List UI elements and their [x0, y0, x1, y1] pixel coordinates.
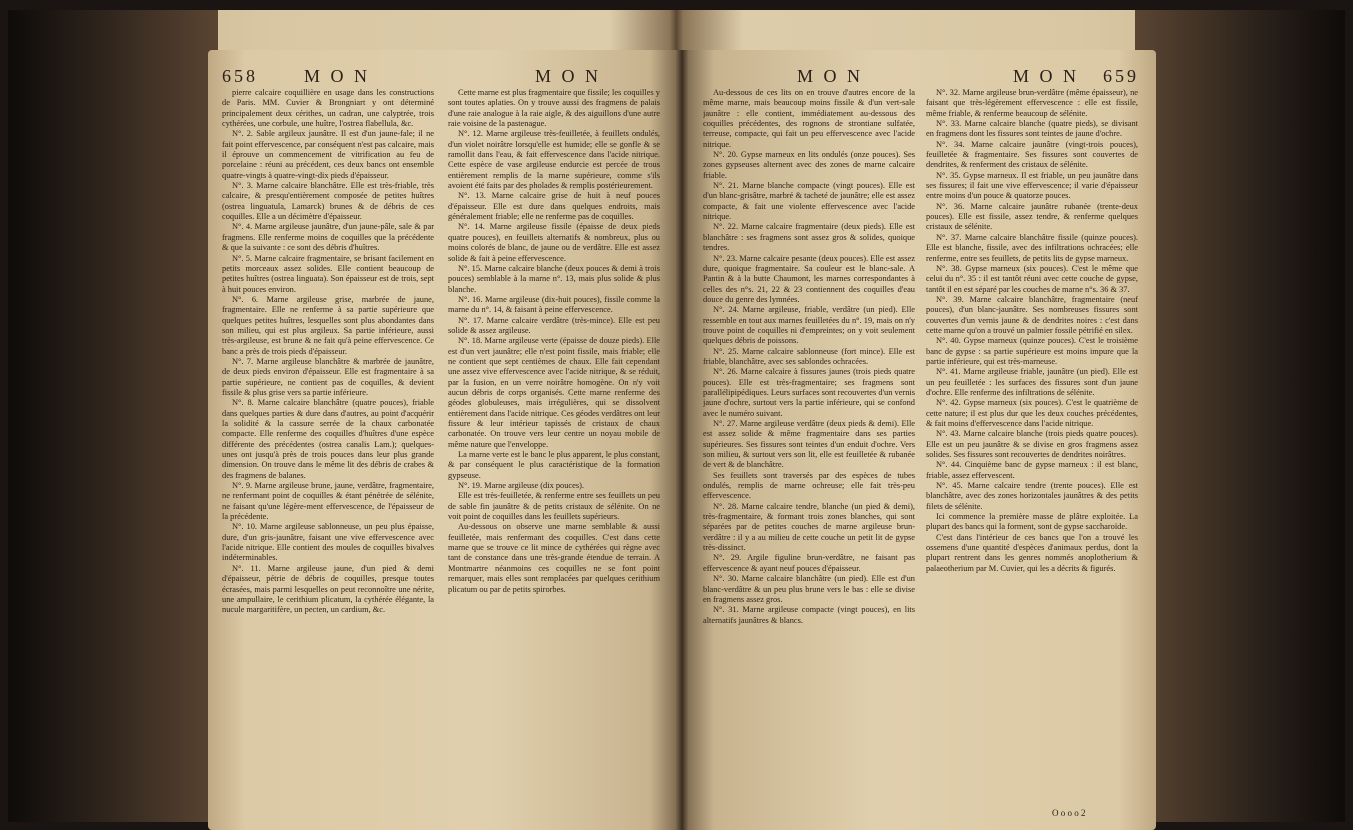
paragraph: N°. 6. Marne argileuse grise, marbrée de jaune, fragmentaire. Elle ne renferme à sa partie supérieure que quelques petites huîtres, lesquelles sont plus abondantes dans son milieu, qui est plus argileux. Sa partie inférieure, aussi très-argileuse, est brune & ne fait qu'à peine effervescence. Ce banc a près de trois pieds d'épaisseur.	[222, 294, 434, 356]
right-column-1	[703, 88, 915, 808]
paragraph: pierre calcaire coquillière en usage dans les constructions de Paris. MM. Cuvier & Brongniart y ont déterminé principalement deux cérithes, un cadran, une calyptrée, trois cythérées, une corbule, une huître, l'ostrea flabellula, &c.	[222, 88, 434, 129]
paragraph: N°. 7. Marne argileuse blanchâtre & marbrée de jaunâtre, de deux pieds environ d'épaisseur. Elle est fragmentaire à sa partie supérieure, ne contient pas de coquilles, & devient fissile & plus grise vers sa partie inférieure.	[222, 356, 434, 397]
paragraph: N°. 22. Marne calcaire fragmentaire (deux pieds). Elle est blanchâtre : ses fragmens sont assez gros & solides, quoique tendres.	[703, 222, 915, 253]
paragraph: N°. 4. Marne argileuse jaunâtre, d'un jaune-pâle, sale & par fragmens. Elle renferme moins de coquilles que la précédente & que la suivante : ce sont des débris d'huîtres.	[222, 222, 434, 253]
right-page-number: 659	[1103, 66, 1139, 86]
paragraph: N°. 14. Marne argileuse fissile (épaisse de deux pieds quatre pouces), en feuillets alternatifs & nombreux, plus ou moins colorés de blanc, de jaune ou de verdâtre. Elle est assez solide & fait à peine effervescence.	[448, 222, 660, 263]
paragraph: C'est dans l'intérieur de ces bancs que l'on a trouvé les ossemens d'une quantité d'espèces d'animaux perdus, dont la plupart rentrent dans les genres nommés anoplotherium & palaeotherium par M. Cuvier, qui les a décrits & figurés.	[926, 532, 1138, 573]
paragraph: Cette marne est plus fragmentaire que fissile; les coquilles y sont toutes aplaties. On y trouve aussi des fragmens de palais d'une raie analogue à la raie aigle, & des aiguillons d'une autre raie voisine de la pastenague.	[448, 88, 660, 129]
paragraph: Elle est très-feuilletée, & renferme entre ses feuillets un peu de sable fin jaunâtre & de petits cristaux de sélénite. On ne voit point de coquilles dans les feuillets supérieurs.	[448, 491, 660, 522]
paragraph: N°. 39. Marne calcaire blanchâtre, fragmentaire (neuf pouces), d'un blanc-jaunâtre. Ses nombreuses fissures sont couvertes d'un vernis jaune & de dendrites noires : c'est dans cette marne qu'on a trouvé un palmier fossile pétrifié en silex.	[926, 294, 1138, 335]
paragraph: N°. 19. Marne argileuse (dix pouces).	[458, 481, 584, 491]
right-header-word-1: M O N	[797, 66, 864, 86]
paragraph: N°. 32. Marne argileuse brun-verdâtre (même épaisseur), ne faisant que très-légèrement effervescence : elle est fissile, même friable, & renferme beaucoup de sélénite.	[926, 88, 1138, 118]
paragraph: Ici commence la première masse de plâtre exploitée. La plupart des bancs qui la forment, sont de gypse saccharoïde.	[926, 512, 1138, 532]
left-header-word-2: M O N	[535, 66, 602, 86]
paragraph: N°. 43. Marne calcaire blanche (trois pieds quatre pouces). Elle est un peu jaunâtre & se divise en gros fragmens assez solides. Ses fissures sont recouvertes de dendrites noirâtres.	[926, 429, 1138, 460]
paragraph: N°. 37. Marne calcaire blanchâtre fissile (quinze pouces). Elle est blanche, fissile, avec des infiltrations ochracées; elle renferme, entre ses feuillets, de petits lits de gypse marneux.	[926, 232, 1138, 263]
paragraph: N°. 25. Marne calcaire sablonneuse (fort mince). Elle est friable, blanchâtre, avec ses sablondes ochracées.	[703, 346, 915, 366]
paragraph: N°. 30. Marne calcaire blanchâtre (un pied). Elle est d'un blanc-verdâtre & un peu plus brune vers le bas : elle se divise en fragmens assez gros.	[703, 574, 915, 604]
paragraph: Au-dessous on observe une marne semblable & aussi feuilletée, mais renfermant des coquilles. C'est dans cette marne que se trouve ce lit mince de cythérées qui règne avec tant de constance dans une très-grande étendue de terrain. A Montmartre néanmoins ces coquilles ne se font point remarquer, mais elles sont remplacées par quelques cerithium plicatum ou par de petits spirorbes.	[448, 522, 660, 594]
paragraph: N°. 23. Marne calcaire pesante (deux pouces). Elle est assez dure, quoique fragmentaire. Sa couleur est le blanc-sale. A Pantin & à la butte Chaumont, les marnes correspondantes à celles des n°s. 21, 22 & 23 contiennent des coquilles d'eau douce du genre des lymnées.	[703, 253, 915, 304]
book-spread	[8, 10, 1345, 822]
left-page-number: 658	[222, 66, 258, 86]
paragraph: N°. 5. Marne calcaire fragmentaire, se brisant facilement en petits morceaux assez solides. Elle contient beaucoup de petites huîtres (ostrea linguata). Son épaisseur est de trois, sept à huit pouces environ.	[222, 253, 434, 294]
paragraph: N°. 13. Marne calcaire grise de huit à neuf pouces d'épaisseur. Elle est dure dans quelques endroits, mais généralement friable; elle ne renferme pas de coquilles.	[448, 191, 660, 222]
paragraph: N°. 20. Gypse marneux en lits ondulés (onze pouces). Ses zones gypseuses alternent avec des zones de marne calcaire friable.	[703, 150, 915, 180]
paragraph: N°. 9. Marne argileuse brune, jaune, verdâtre, fragmentaire, ne renfermant point de coquilles & étant pénétrée de sélénite, ne faisant qu'une légère-ment effervescence, de l'épaisseur de la précédente.	[222, 481, 434, 522]
paragraph: N°. 15. Marne calcaire blanche (deux pouces & demi à trois pouces) semblable à la marne n°. 13, mais plus solide & plus blanche.	[448, 263, 660, 294]
right-header-word-2: M O N	[1013, 66, 1080, 86]
paragraph: N°. 34. Marne calcaire jaunâtre (vingt-trois pouces), feuilletée & fragmentaire. Ses fissures sont couvertes de dendrites, & renferment des cristaux de sélénite.	[926, 139, 1138, 170]
paragraph: N°. 24. Marne argileuse, friable, verdâtre (un pied). Elle ressemble en tout aux marnes feuilletées du n°. 19, mais on n'y trouve point de coquilles ni d'empreintes; on y voit seulement quelques débris de poissons.	[703, 305, 915, 346]
paragraph: N°. 45. Marne calcaire tendre (trente pouces). Elle est blanchâtre, avec des zones horizontales jaunâtres & des petits filets de sélénite.	[926, 481, 1138, 511]
signature-mark: O o o o 2	[1052, 808, 1086, 818]
paragraph: N°. 41. Marne argileuse friable, jaunâtre (un pied). Elle est un peu feuilletée : les surfaces des fissures sont d'un jaune d'ochre. Elle renferme des infiltrations de sélénite.	[926, 367, 1138, 397]
paragraph: N°. 16. Marne argileuse (dix-huit pouces), fissile comme la marne du n°. 14, & faisant à peine effervescence.	[448, 294, 660, 315]
paragraph: N°. 36. Marne calcaire jaunâtre rubanée (trente-deux pouces). Elle est fissile, assez tendre, & renferme quelques cristaux de sélénite.	[926, 201, 1138, 232]
paragraph: N°. 11. Marne argileuse jaune, d'un pied & demi d'épaisseur, pétrie de débris de coquilles, presque toutes écrasées, mais parmi lesquelles on peut reconnoître une nérite, une ampullaire, le cerithium plicatum, la cythérée élégante, la nucule margaritifère, un pecten, un cardium, &c.	[222, 563, 434, 615]
paragraph: N°. 21. Marne blanche compacte (vingt pouces). Elle est d'un blanc-grisâtre, marbré & tacheté de jaunâtre; elle est assez compacte, & fait une violente effervescence avec l'acide nitrique.	[703, 181, 915, 222]
paragraph: N°. 26. Marne calcaire à fissures jaunes (trois pieds quatre pouces). Elle est très-fragmentaire; ses fragmens sont parallélipipédiques. Leurs surfaces sont recouvertes d'un vernis jaune d'ochre, surtout vers la partie inférieure, qui se confond avec le numéro suivant.	[703, 367, 915, 418]
paragraph: N°. 28. Marne calcaire tendre, blanche (un pied & demi), très-fragmentaire, & formant trois zones blanches, qui sont séparées par de petites couches de marne argileuse brun-verdâtre : il y a au milieu de cette couche un petit lit de gypse très-dissinct.	[703, 501, 915, 553]
right-column-2	[926, 88, 1138, 808]
paragraph: N°. 12. Marne argileuse très-feuilletée, à feuillets ondulés, d'un violet noirâtre lorsqu'elle est humide; elle se gonfle & se ramollit dans l'eau, & fait effervescence dans l'acide nitrique. Cette espèce de vase argileuse endurcie est percée de trous entièrement remplis de la marne supérieure, comme s'ils avoient été faits par des pholades & remplis postérieurement.	[448, 129, 660, 191]
paragraph: N°. 42. Gypse marneux (six pouces). C'est le quatrième de cette nature; il est plus dur que les deux couches précédentes, & fait moins d'effervescence dans l'acide nitrique.	[926, 398, 1138, 428]
paragraph: N°. 8. Marne calcaire blanchâtre (quatre pouces), friable dans quelques parties & dure dans d'autres, au point d'acquérir la solidité & la cassure serrée de la chaux carbonatée compacte. Elle renferme des coquilles d'huîtres d'une espèce différente des précédentes (ostrea canalis Lam.); quelques-unes ont jusqu'à près de trois pouces dans leur plus grande dimension. On trouve dans le même lit des débris de crabes & des fragmens de balanes.	[222, 398, 434, 480]
paragraph: N°. 18. Marne argileuse verte (épaisse de douze pieds). Elle est d'un vert jaunâtre; elle n'est point fissile, mais friable; elle ne contient que sept centièmes de chaux. Elle fait cependant une assez vive effervescence avec l'acide nitrique, & se réduit, par la fusion, en un verre noirâtre homogène. On n'y voit aucun débris de corps organisés. Cette marne renferme des géodes globuleuses, mais irrégulières, qui se dissolvent entièrement dans l'acide nitrique. Ces géodes verdâtres ont leur fissure & leur intérieur tapissés de cristaux de chaux carbonatée. On trouve vers leur centre un noyau mobile de même nature que l'enveloppe.	[448, 336, 660, 449]
paragraph: N°. 3. Marne calcaire blanchâtre. Elle est très-friable, très calcaire, & presqu'entièrement composée de petites huîtres (ostrea linguatula, Lamarck) brunes & de débris de ces coquilles. Elle a un décimètre d'épaisseur.	[222, 181, 434, 222]
paragraph: N°. 31. Marne argileuse compacte (vingt pouces), en lits alternatifs jaunâtres & blancs.	[703, 605, 915, 625]
paragraph: N°. 38. Gypse marneux (six pouces). C'est le même que celui du n°. 35 : il est tantôt réuni avec cette couche de gypse, tantôt il en est séparé par les couches de marne n°s. 36 & 37.	[926, 263, 1138, 294]
paragraph: La marne verte est le banc le plus apparent, le plus constant, & par conséquent le plus caractéristique de la formation gypseuse.	[448, 450, 660, 480]
paragraph: N°. 29. Argile figuline brun-verdâtre, ne faisant pas effervescence & ayant neuf pouces d'épaisseur.	[703, 553, 915, 573]
left-header-word-1: M O N	[304, 66, 371, 86]
left-column-2	[448, 88, 660, 808]
book-edge-right	[1135, 10, 1345, 822]
paragraph: N°. 35. Gypse marneux. Il est friable, un peu jaunâtre dans ses fissures; il fait une vive effervescence; il varie d'épaisseur entre moins d'un pouce & quatorze pouces.	[926, 170, 1138, 201]
paragraph: N°. 27. Marne argileuse verdâtre (deux pieds & demi). Elle est assez solide & même fragmentaire dans ses parties supérieures. Ses fissures sont teintes d'un enduit d'ochre. Vers son milieu, & surtout vers son lit, elle est feuilletée & rubanée de vert & de blanchâtre.	[703, 419, 915, 470]
paragraph: N°. 17. Marne calcaire verdâtre (très-mince). Elle est peu solide & assez argileuse.	[448, 315, 660, 335]
paragraph: N°. 40. Gypse marneux (quinze pouces). C'est le troisième banc de gypse : sa partie supérieure est moins impure que la partie inférieure, qui est très-marneuse.	[926, 336, 1138, 366]
book-gutter	[676, 50, 688, 830]
book-edge-left	[8, 10, 218, 822]
paragraph: Au-dessous de ces lits on en trouve d'autres encore de la même marne, mais beaucoup moins fissile & d'un vert-sale jaunâtre : elle contient, immédiatement au-dessous des coquilles précédentes, des rognons de strontiane sulfatée, terreuse, compacte, qui fait un peu effervescence avec l'acide nitrique.	[703, 88, 915, 149]
paragraph: N°. 44. Cinquième banc de gypse marneux : il est blanc, friable, assez effervescent.	[926, 460, 1138, 480]
paragraph: N°. 33. Marne calcaire blanche (quatre pieds), se divisant en fragmens dont les fissures sont teintes de jaune d'ochre.	[926, 119, 1138, 139]
paragraph: N°. 2. Sable argileux jaunâtre. Il est d'un jaune-fale; il ne fait point effervescence, par conséquent n'est pas calcaire, mais il éprouve un commencement de vitrification au feu de porcelaine : réuni au précédent, ces deux bancs ont ensemble quatre-vingts à quatre-vingt-dix pieds d'épaisseur.	[222, 129, 434, 180]
paragraph: Ses feuillets sont traversés par des espèces de tubes ondulés, remplis de marne ochreuse; elle fait très-peu effervescence.	[703, 470, 915, 501]
paragraph: N°. 10. Marne argileuse sablonneuse, un peu plus épaisse, dure, d'un gris-jaunâtre, faisant une vive effervescence avec l'acide nitrique. Elle contient des moules de coquilles bivalves indéterminables.	[222, 522, 434, 563]
left-column-1	[222, 88, 434, 808]
